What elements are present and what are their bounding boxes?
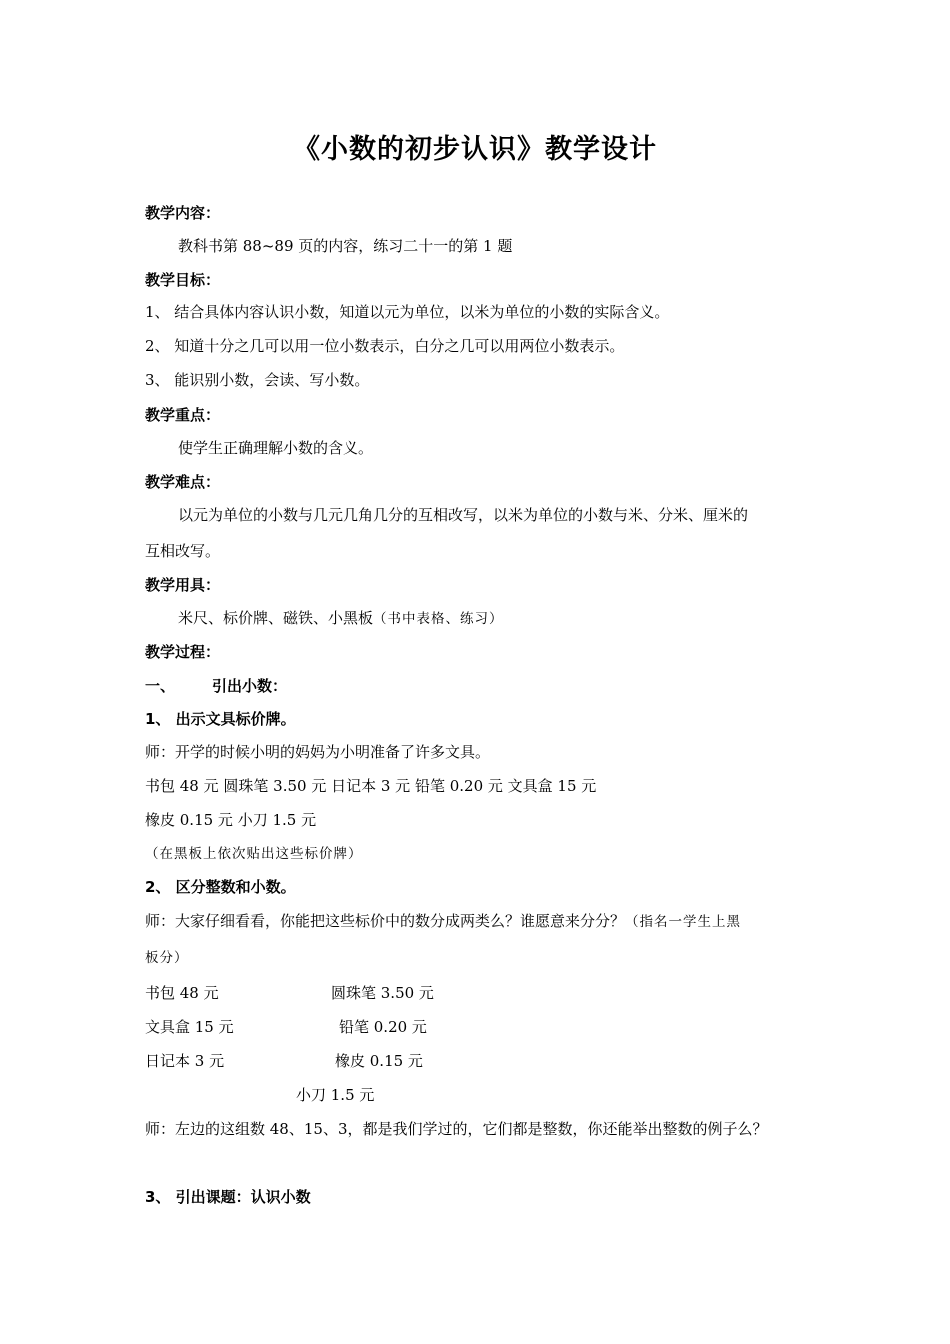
integer-item: 书包 48 元 (145, 984, 219, 1002)
integer-item: 日记本 3 元 (145, 1052, 225, 1070)
decimal-item: 小刀 1.5 元 (296, 1086, 375, 1104)
prices-row-2: 橡皮 0.15 元 小刀 1.5 元 (145, 811, 317, 829)
goal-item: 2、 知道十分之几可以用一位小数表示，白分之几可以用两位小数表示。 (145, 337, 625, 355)
teacher-note-cont: 板分） (145, 950, 189, 966)
step-1: 1、 出示文具标价牌。 (145, 710, 296, 728)
focus-label: 教学重点： (145, 406, 221, 424)
teacher-line-1: 师：开学的时候小明的妈妈为小明准备了许多文具。 (145, 743, 491, 761)
tools-text: 米尺、标价牌、磁铁、小黑板（书中表格、练习） (178, 609, 504, 627)
step-3: 3、 引出课题：认识小数 (145, 1188, 311, 1206)
page-title: 《小数的初步认识》教学设计 (293, 134, 657, 165)
tools-note: （书中表格、练习） (373, 611, 504, 627)
content-text: 教科书第 88~89 页的内容，练习二十一的第 1 题 (178, 237, 513, 255)
focus-text: 使学生正确理解小数的含义。 (178, 439, 374, 457)
goal-item: 3、 能识别小数，会读、写小数。 (145, 371, 370, 389)
prices-row-1: 书包 48 元 圆珠笔 3.50 元 日记本 3 元 铅笔 0.20 元 文具盒 15 元 (145, 777, 597, 795)
integer-item: 文具盒 15 元 (145, 1018, 234, 1036)
decimal-item: 铅笔 0.20 元 (339, 1018, 427, 1036)
section-1-number: 一、 (145, 677, 176, 695)
step-2: 2、 区分整数和小数。 (145, 878, 296, 896)
goals-label: 教学目标： (145, 271, 221, 289)
board-note: （在黑板上依次贴出这些标价牌） (145, 846, 363, 862)
teacher-note: （指名一学生上黑 (625, 914, 742, 930)
teacher-line-3: 师：左边的这组数 48、15、3，都是我们学过的，它们都是整数，你还能举出整数的例子么？ (145, 1120, 768, 1138)
teacher-line-2: 师：大家仔细看看，你能把这些标价中的数分成两类么？谁愿意来分分？（指名一学生上黑 (145, 912, 742, 930)
difficulty-text: 以元为单位的小数与几元几角几分的互相改写，以米为单位的小数与米、分米、厘米的 (178, 506, 749, 524)
decimal-item: 圆珠笔 3.50 元 (331, 984, 434, 1002)
content-label: 教学内容： (145, 204, 221, 222)
goal-item: 1、 结合具体内容认识小数，知道以元为单位，以米为单位的小数的实际含义。 (145, 303, 670, 321)
tools-label: 教学用具： (145, 576, 221, 594)
difficulty-text-cont: 互相改写。 (145, 542, 221, 560)
section-1-title: 引出小数： (212, 677, 288, 695)
decimal-item: 橡皮 0.15 元 (335, 1052, 423, 1070)
process-label: 教学过程： (145, 643, 221, 661)
difficulty-label: 教学难点： (145, 473, 221, 491)
